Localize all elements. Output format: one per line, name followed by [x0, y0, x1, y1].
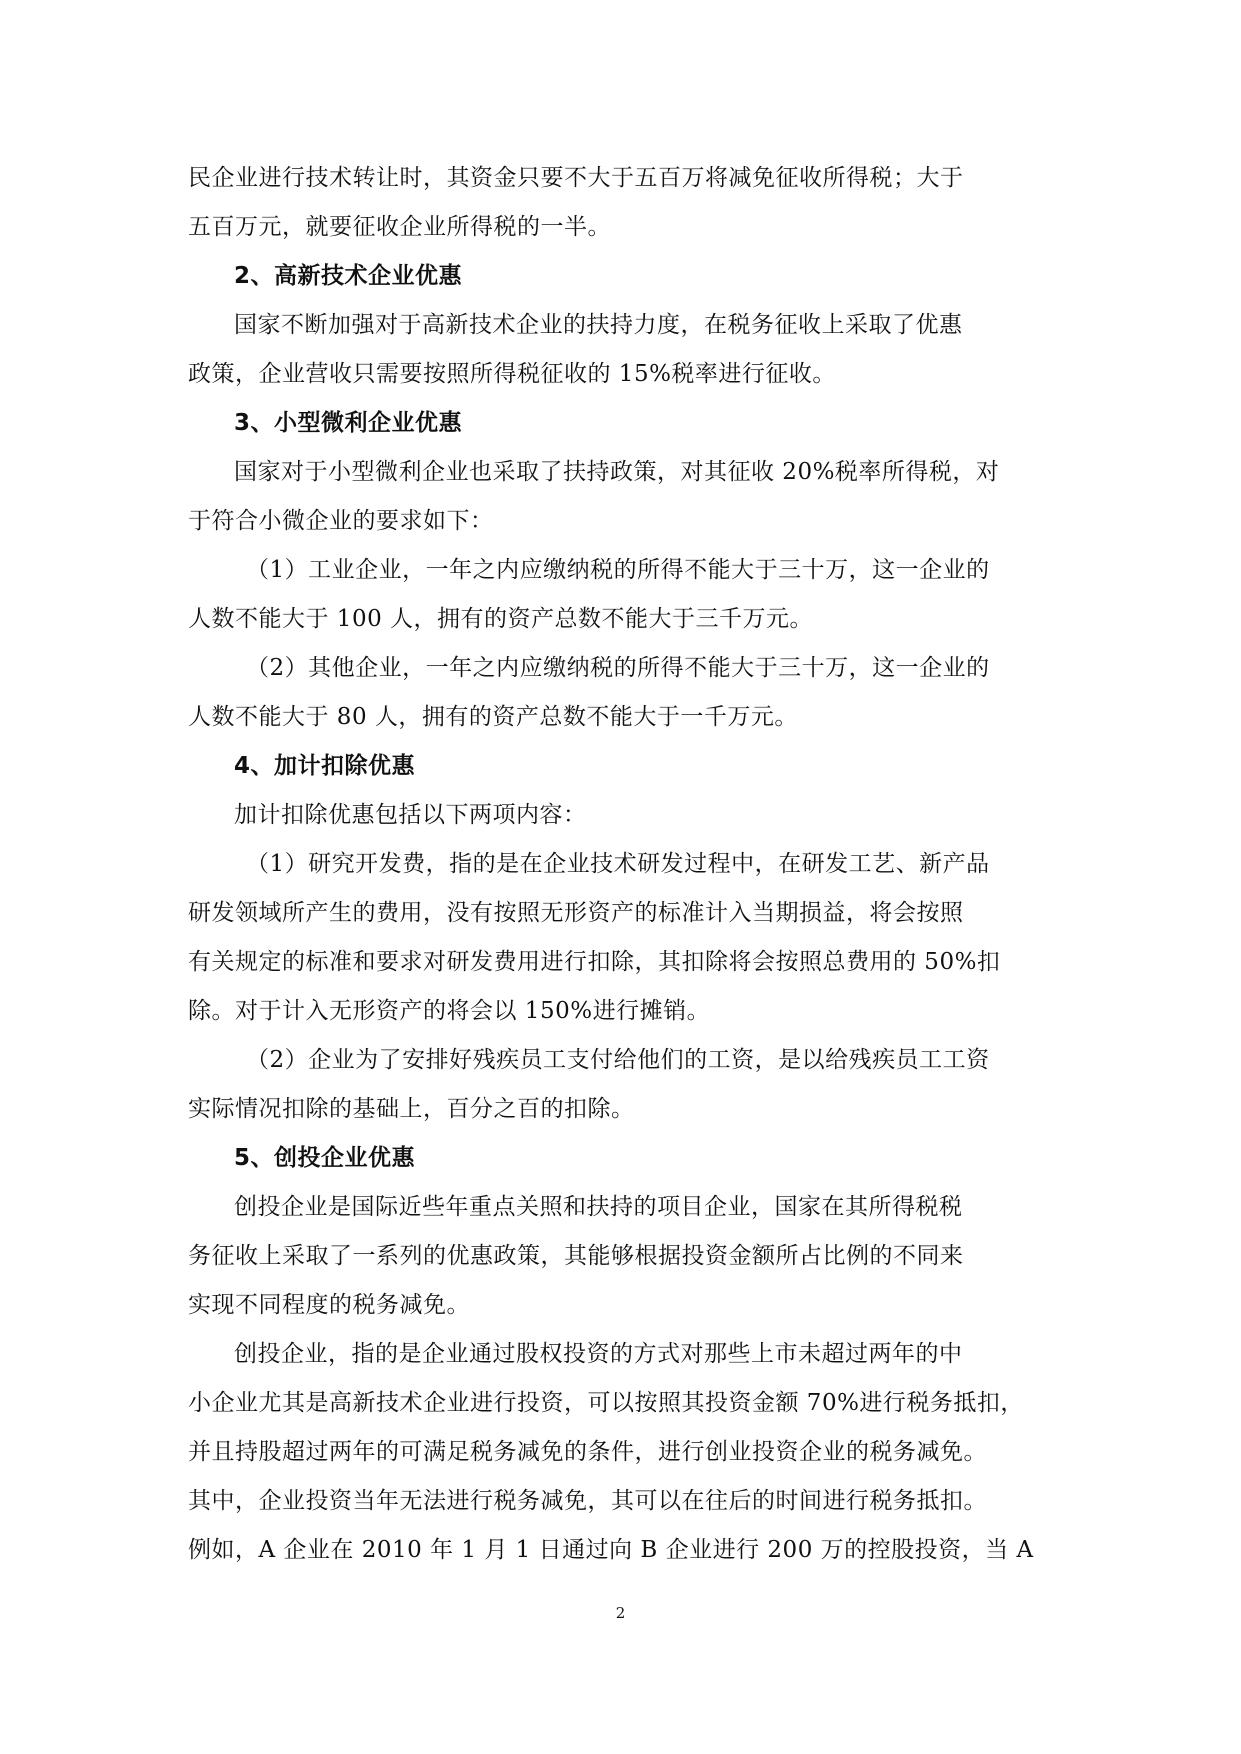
text-line: 其中，企业投资当年无法进行税务减免，其可以在往后的时间进行税务抵扣。 [188, 1488, 987, 1514]
list-item-line: （2）其他企业，一年之内应缴纳税的所得不能大于三十万，这一企业的 [246, 655, 990, 681]
section-heading: 5、创投企业优惠 [234, 1145, 416, 1171]
page-content [188, 154, 1058, 1575]
text-line: 人数不能大于 80 人，拥有的资产总数不能大于一千万元。 [188, 704, 798, 730]
text-line: 例如，A 企业在 2010 年 1 月 1 日通过向 B 企业进行 200 万的控股投资，当 A [188, 1537, 1034, 1563]
list-item-line: （1）工业企业，一年之内应缴纳税的所得不能大于三十万，这一企业的 [246, 557, 990, 583]
text-line: 除。对于计入无形资产的将会以 150%进行摊销。 [188, 998, 711, 1024]
text-line: 并且持股超过两年的可满足税务减免的条件，进行创业投资企业的税务减免。 [188, 1439, 987, 1465]
text-line: 小企业尤其是高新技术企业进行投资，可以按照其投资金额 70%进行税务抵扣， [188, 1390, 1024, 1416]
text-line: 于符合小微企业的要求如下： [188, 508, 494, 534]
paragraph-line: 创投企业是国际近些年重点关照和扶持的项目企业，国家在其所得税税 [234, 1194, 963, 1220]
text-line: 研发领域所产生的费用，没有按照无形资产的标准计入当期损益，将会按照 [188, 900, 964, 926]
section-heading: 4、加计扣除优惠 [234, 753, 416, 779]
text-line: 务征收上采取了一系列的优惠政策，其能够根据投资金额所占比例的不同来 [188, 1243, 964, 1269]
text-line: 民企业进行技术转让时，其资金只要不大于五百万将减免征收所得税；大于 [188, 165, 964, 191]
paragraph-line: 国家不断加强对于高新技术企业的扶持力度，在税务征收上采取了优惠 [234, 312, 963, 338]
section-heading: 3、小型微利企业优惠 [234, 410, 463, 436]
paragraph-line: 创投企业，指的是企业通过股权投资的方式对那些上市未超过两年的中 [234, 1341, 963, 1367]
page-number: 2 [615, 1604, 626, 1622]
text-line: 人数不能大于 100 人，拥有的资产总数不能大于三千万元。 [188, 606, 814, 632]
list-item-line: （2）企业为了安排好残疾员工支付给他们的工资，是以给残疾员工工资 [246, 1047, 990, 1073]
text-line: 实现不同程度的税务减免。 [188, 1292, 470, 1318]
text-line: 实际情况扣除的基础上，百分之百的扣除。 [188, 1096, 635, 1122]
text-line: 五百万元，就要征收企业所得税的一半。 [188, 214, 611, 240]
text-line: 有关规定的标准和要求对研发费用进行扣除，其扣除将会按照总费用的 50%扣 [188, 949, 1001, 975]
paragraph-line: 国家对于小型微利企业也采取了扶持政策，对其征收 20%税率所得税，对 [234, 459, 1000, 485]
list-item-line: （1）研究开发费，指的是在企业技术研发过程中，在研发工艺、新产品 [246, 851, 990, 877]
text-line: 政策，企业营收只需要按照所得税征收的 15%税率进行征收。 [188, 361, 836, 387]
paragraph-line: 加计扣除优惠包括以下两项内容： [234, 802, 587, 828]
section-heading: 2、高新技术企业优惠 [234, 263, 463, 289]
